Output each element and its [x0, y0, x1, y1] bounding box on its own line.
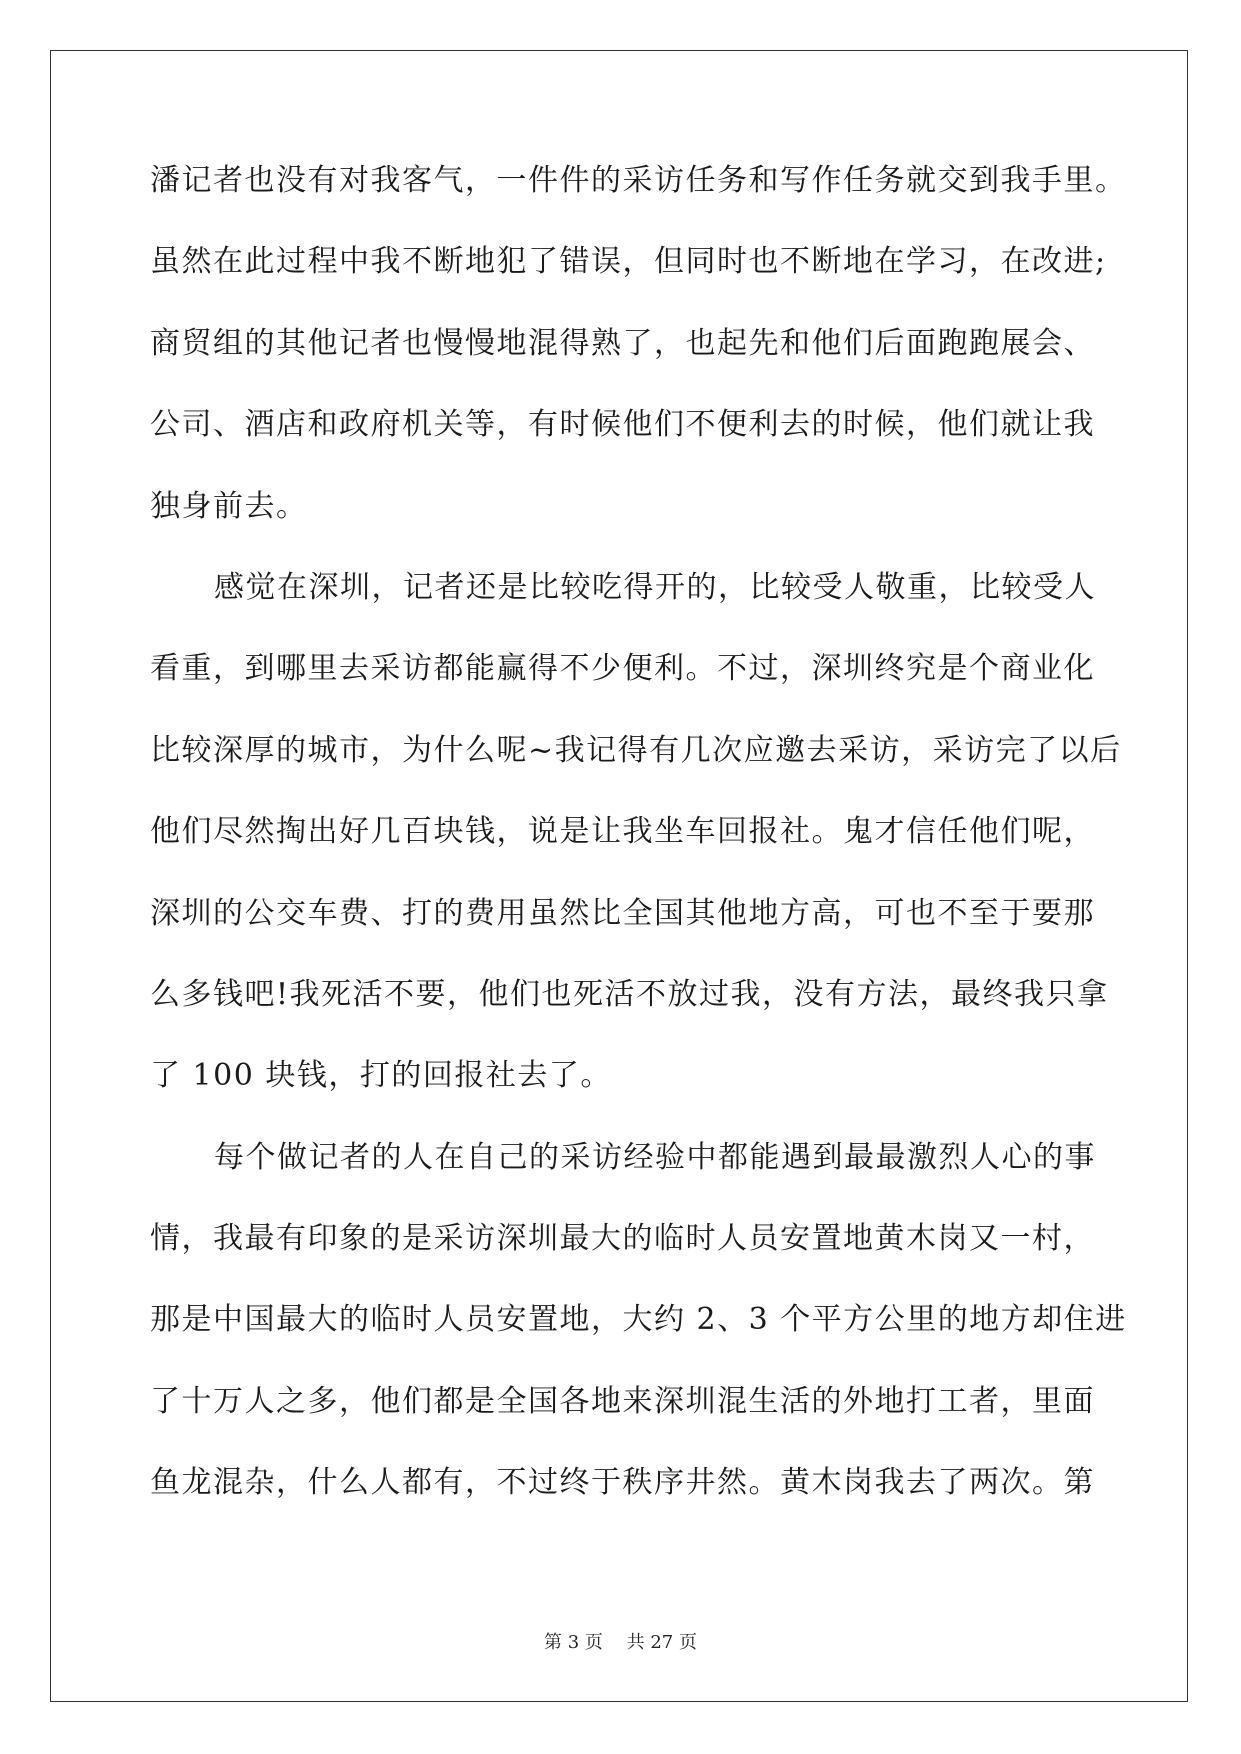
text-line: 看重，到哪里去采访都能赢得不少便利。不过，深圳终究是个商业化	[150, 651, 1095, 687]
text-line: 潘记者也没有对我客气，一件件的采访任务和写作任务就交到我手里。	[150, 163, 1127, 198]
text-line: 那是中国最大的临时人员安置地，大约 2、3 个平方公里的地方却住进	[150, 1302, 1127, 1338]
text-line: 深圳的公交车费、打的费用虽然比全国其他地方高，可也不至于要那	[150, 895, 1095, 931]
text-line: 比较深厚的城市，为什么呢~我记得有几次应邀去采访，采访完了以后	[150, 732, 1122, 768]
text-line: 了 100 块钱，打的回报社去了。	[150, 1058, 612, 1094]
text-line: 么多钱吧!我死活不要，他们也死活不放过我，没有方法，最终我只拿	[150, 976, 1109, 1012]
text-line: 情，我最有印象的是采访深圳最大的临时人员安置地黄木岗又一村，	[150, 1221, 1095, 1257]
text-line: 他们尽然掏出好几百块钱，说是让我坐车回报社。鬼才信任他们呢，	[150, 814, 1095, 850]
text-line: 公司、酒店和政府机关等，有时候他们不便利去的时候，他们就让我	[150, 407, 1095, 443]
text-line: 商贸组的其他记者也慢慢地混得熟了，也起先和他们后面跑跑展会、	[150, 325, 1095, 361]
text-line: 鱼龙混杂，什么人都有，不过终于秩序井然。黄木岗我去了两次。第	[150, 1465, 1095, 1501]
paragraph-first-line: 每个做记者的人在自己的采访经验中都能遇到最最激烈人心的事	[214, 1139, 1096, 1175]
document-body	[150, 161, 1127, 1545]
page-number-footer: 第 3 页 共 27 页	[544, 1632, 697, 1653]
text-line: 独身前去。	[150, 488, 308, 524]
text-line: 了十万人之多，他们都是全国各地来深圳混生活的外地打工者，里面	[150, 1383, 1095, 1419]
text-line: 虽然在此过程中我不断地犯了错误，但同时也不断地在学习，在改进;	[150, 244, 1107, 280]
paragraph-first-line: 感觉在深圳，记者还是比较吃得开的，比较受人敬重，比较受人	[214, 569, 1096, 605]
